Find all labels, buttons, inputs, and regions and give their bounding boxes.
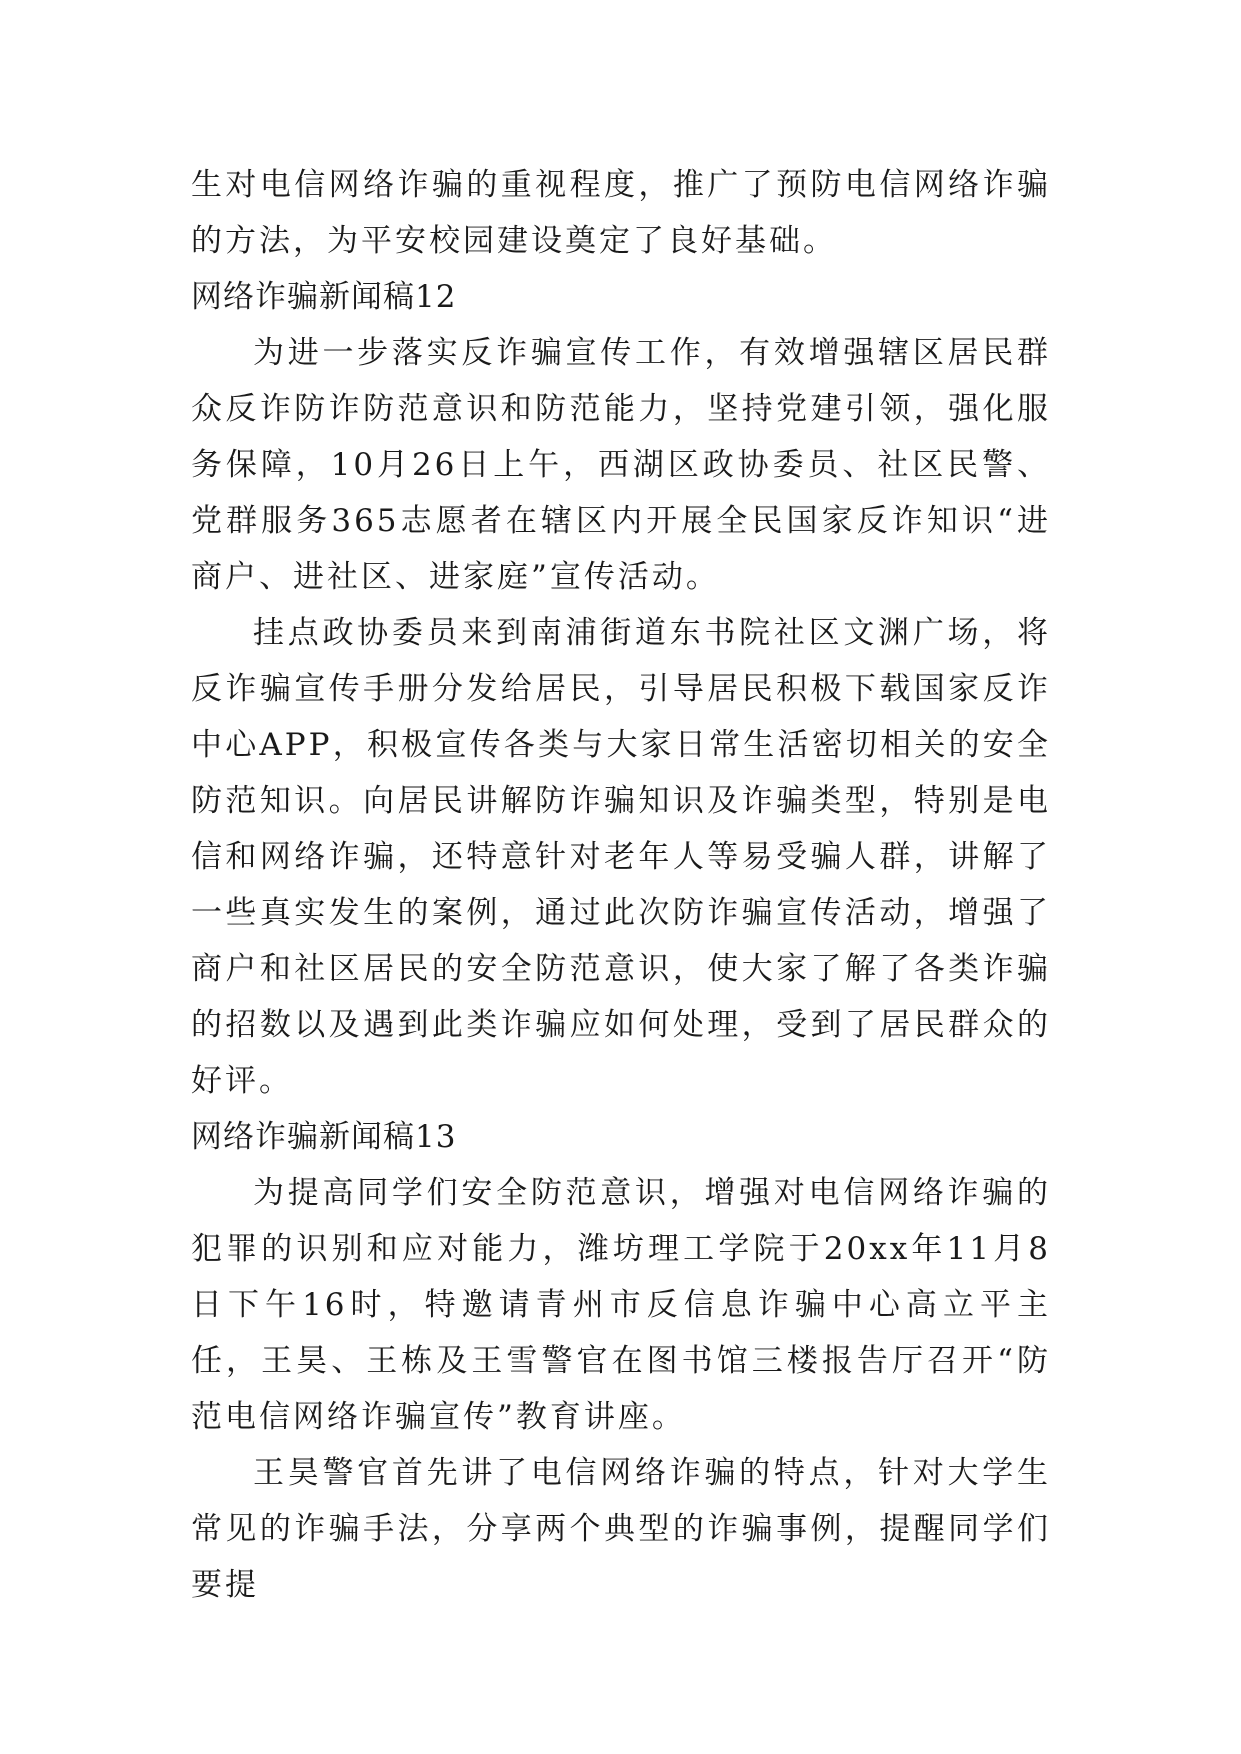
- document-body: [191, 157, 1051, 1613]
- continuation-paragraph: 生对电信网络诈骗的重视程度，推广了预防电信网络诈骗的方法，为平安校园建设奠定了良好基础。: [191, 167, 1051, 259]
- body-paragraph: 为进一步落实反诈骗宣传工作，有效增强辖区居民群众反诈防诈防范意识和防范能力，坚持党建引领，强化服务保障，10月26日上午，西湖区政协委员、社区民警、党群服务365志愿者在辖区内开展全民国家反诈知识“进商户、进社区、进家庭”宣传活动。: [191, 335, 1051, 595]
- section-heading-13: 网络诈骗新闻稿13: [191, 1119, 457, 1155]
- section-heading-12: 网络诈骗新闻稿12: [191, 279, 457, 315]
- body-paragraph: 挂点政协委员来到南浦街道东书院社区文渊广场，将反诈骗宣传手册分发给居民，引导居民积极下载国家反诈中心APP，积极宣传各类与大家日常生活密切相关的安全防范知识。向居民讲解防诈骗知识及诈骗类型，特别是电信和网络诈骗，还特意针对老年人等易受骗人群，讲解了一些真实发生的案例，通过此次防诈骗宣传活动，增强了商户和社区居民的安全防范意识，使大家了解了各类诈骗的招数以及遇到此类诈骗应如何处理，受到了居民群众的好评。: [191, 615, 1051, 1099]
- body-paragraph: 为提高同学们安全防范意识，增强对电信网络诈骗的犯罪的识别和应对能力，潍坊理工学院于20xx年11月8日下午16时，特邀请青州市反信息诈骗中心高立平主任，王昊、王栋及王雪警官在图书馆三楼报告厅召开“防范电信网络诈骗宣传”教育讲座。: [191, 1175, 1051, 1435]
- body-paragraph: 王昊警官首先讲了电信网络诈骗的特点，针对大学生常见的诈骗手法，分享两个典型的诈骗事例，提醒同学们要提: [191, 1455, 1051, 1603]
